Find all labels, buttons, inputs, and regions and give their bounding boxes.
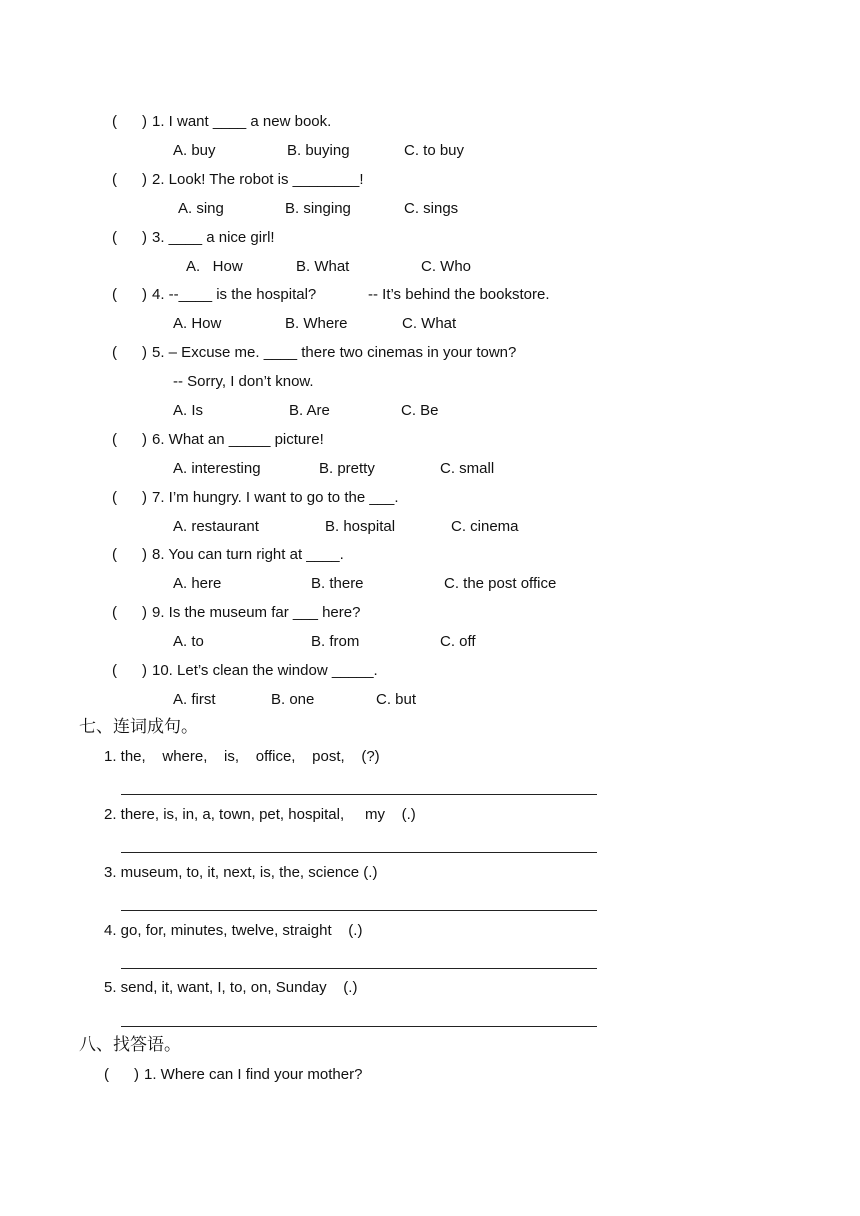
q2-option-c: C. sings bbox=[404, 200, 459, 217]
q9-bracket: ( ) bbox=[112, 604, 147, 621]
q7-option-c: C. cinema bbox=[451, 518, 519, 535]
q10-option-c: C. but bbox=[376, 691, 417, 708]
s7-item-2: 2. there, is, in, a, town, pet, hospital, my (.) bbox=[104, 806, 416, 823]
q4-option-c: C. What bbox=[402, 315, 457, 332]
q9-option-b: B. from bbox=[311, 633, 360, 650]
q2-option-b: B. singing bbox=[285, 200, 351, 217]
q3-text: 3. ____ a nice girl! bbox=[152, 229, 275, 246]
q6-option-a: A. interesting bbox=[173, 460, 261, 477]
q7-option-b: B. hospital bbox=[325, 518, 396, 535]
q4-option-b: B. Where bbox=[285, 315, 348, 332]
s7-answer-line-3[interactable] bbox=[121, 910, 597, 911]
q1-option-b: B. buying bbox=[287, 142, 350, 159]
q2-bracket: ( ) bbox=[112, 171, 147, 188]
s7-item-1: 1. the, where, is, office, post, (?) bbox=[104, 748, 380, 765]
s7-item-3: 3. museum, to, it, next, is, the, science (.) bbox=[104, 864, 378, 881]
q9-text: 9. Is the museum far ___ here? bbox=[152, 604, 361, 621]
q5-text: 5. – Excuse me. ____ there two cinemas in your town? bbox=[152, 344, 517, 361]
q8-option-a: A. here bbox=[173, 575, 222, 592]
q10-text: 10. Let’s clean the window _____. bbox=[152, 662, 378, 679]
q7-text: 7. I’m hungry. I want to go to the ___. bbox=[152, 489, 399, 506]
s7-answer-line-1[interactable] bbox=[121, 794, 597, 795]
q3-option-b: B. What bbox=[296, 258, 350, 275]
q8-option-c: C. the post office bbox=[444, 575, 557, 592]
q4-bracket: ( ) bbox=[112, 286, 147, 303]
q4-answer: -- It’s behind the bookstore. bbox=[368, 286, 550, 303]
q4-option-a: A. How bbox=[173, 315, 222, 332]
q6-option-c: C. small bbox=[440, 460, 495, 477]
q10-option-b: B. one bbox=[271, 691, 315, 708]
q3-option-c: C. Who bbox=[421, 258, 472, 275]
s8-q1-text: 1. Where can I find your mother? bbox=[144, 1066, 363, 1083]
q8-text: 8. You can turn right at ____. bbox=[152, 546, 344, 563]
q5-bracket: ( ) bbox=[112, 344, 147, 361]
section-7-title: 七、连词成句。 bbox=[79, 717, 198, 737]
q6-bracket: ( ) bbox=[112, 431, 147, 448]
q5-option-c: C. Be bbox=[401, 402, 439, 419]
q5-option-a: A. Is bbox=[173, 402, 204, 419]
q3-option-a: A. How bbox=[186, 258, 243, 275]
section-8-title: 八、找答语。 bbox=[79, 1035, 181, 1055]
q4-text: 4. --____ is the hospital? bbox=[152, 286, 317, 303]
s7-answer-line-2[interactable] bbox=[121, 852, 597, 853]
q6-text: 6. What an _____ picture! bbox=[152, 431, 324, 448]
q8-option-b: B. there bbox=[311, 575, 364, 592]
q2-text: 2. Look! The robot is ________! bbox=[152, 171, 364, 188]
q1-option-a: A. buy bbox=[173, 142, 216, 159]
q9-option-c: C. off bbox=[440, 633, 476, 650]
q10-option-a: A. first bbox=[173, 691, 216, 708]
s7-answer-line-5[interactable] bbox=[121, 1026, 597, 1027]
s7-item-4: 4. go, for, minutes, twelve, straight (.) bbox=[104, 922, 363, 939]
q2-option-a: A. sing bbox=[178, 200, 224, 217]
q1-text: 1. I want ____ a new book. bbox=[152, 113, 332, 130]
q3-bracket: ( ) bbox=[112, 229, 147, 246]
q5-option-b: B. Are bbox=[289, 402, 330, 419]
q9-option-a: A. to bbox=[173, 633, 204, 650]
q8-bracket: ( ) bbox=[112, 546, 147, 563]
s7-item-5: 5. send, it, want, I, to, on, Sunday (.) bbox=[104, 979, 358, 996]
q5-reply: -- Sorry, I don’t know. bbox=[173, 373, 314, 390]
q10-bracket: ( ) bbox=[112, 662, 147, 679]
q7-option-a: A. restaurant bbox=[173, 518, 259, 535]
s8-q1-bracket: ( ) bbox=[104, 1066, 139, 1083]
s7-answer-line-4[interactable] bbox=[121, 968, 597, 969]
q6-option-b: B. pretty bbox=[319, 460, 375, 477]
q1-bracket: ( ) bbox=[112, 113, 147, 130]
q7-bracket: ( ) bbox=[112, 489, 147, 506]
q1-option-c: C. to buy bbox=[404, 142, 465, 159]
